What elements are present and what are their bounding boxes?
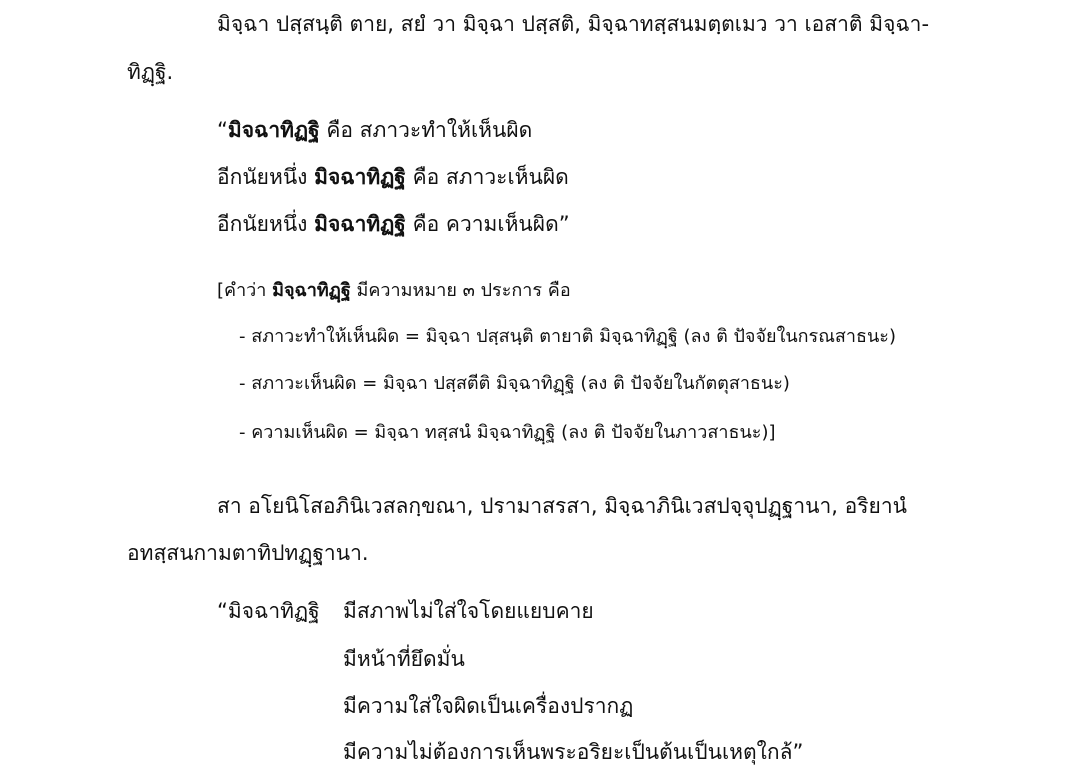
definition-text: คือ ความเห็นผิด” (405, 212, 570, 236)
definition-text: คือ สภาวะทำให้เห็นผิด (319, 118, 533, 142)
note-item-1: - สภาวะทำให้เห็นผิด = มิจฺฉา ปสฺสนฺติ ตายาติ มิจฺฉาทิฏฺฐิ (ลง ติ ปัจจัยในกรณสาธนะ) (239, 326, 896, 347)
note-heading-rest: มีความหมาย ๓ ประการ คือ (350, 280, 571, 301)
prefix-text: อีกนัยหนึ่ง (217, 212, 315, 236)
characteristic-line-4: มีความไม่ต้องการเห็นพระอริยะเป็นต้นเป็นเหตุใกล้” (343, 740, 804, 764)
definition-text: คือ สภาวะเห็นผิด (405, 165, 569, 189)
pali-paragraph-2-line-2: อทสฺสนกามตาทิปทฏฺฐานา. (127, 541, 369, 565)
quote-2-term: “มิจฉาทิฏฐิ (217, 599, 320, 623)
note-prefix: [คำว่า (217, 280, 273, 301)
note-item-2: - สภาวะเห็นผิด = มิจฺฉา ปสฺสตีติ มิจฺฉาทิฏฺฐิ (ลง ติ ปัจจัยในกัตตุสาธนะ) (239, 373, 790, 394)
term-bold: มิจฉาทิฏฐิ (227, 118, 320, 142)
pali-paragraph-2-line-1: สา อโยนิโสอภินิเวสลกฺขณา, ปรามาสรสา, มิจฺฉาภินิเวสปจฺจุปฏฺฐานา, อริยานํ (217, 494, 908, 518)
pali-paragraph-1-line-1: มิจฺฉา ปสฺสนฺติ ตาย, สยํ วา มิจฺฉา ปสฺสติ, มิจฺฉาทสฺสนมตฺตเมว วา เอสาติ มิจฺฉา- (217, 12, 930, 36)
prefix-text: อีกนัยหนึ่ง (217, 165, 315, 189)
quote-open: “ (217, 118, 228, 142)
note-item-3: - ความเห็นผิด = มิจฺฉา ทสฺสนํ มิจฺฉาทิฏฺฐิ (ลง ติ ปัจจัยในภาวสาธนะ)] (239, 422, 776, 443)
pali-paragraph-1-line-2: ทิฏฺฐิ. (127, 60, 174, 84)
quote-1-line-1 (217, 115, 532, 145)
characteristic-line-3: มีความใส่ใจผิดเป็นเครื่องปรากฏ (343, 694, 634, 718)
characteristic-line-2: มีหน้าที่ยึดมั่น (343, 647, 465, 671)
term-bold: มิจฉาทิฏฐิ (314, 212, 406, 236)
quote-1-line-2 (217, 162, 569, 192)
note-heading (217, 276, 571, 306)
term-bold: มิจฉาทิฏฐิ (314, 165, 406, 189)
characteristic-line-1: มีสภาพไม่ใส่ใจโดยแยบคาย (343, 599, 594, 623)
term-bold: มิจฺฉาทิฏฺฐิ (272, 280, 351, 301)
quote-1-line-3 (217, 209, 570, 239)
